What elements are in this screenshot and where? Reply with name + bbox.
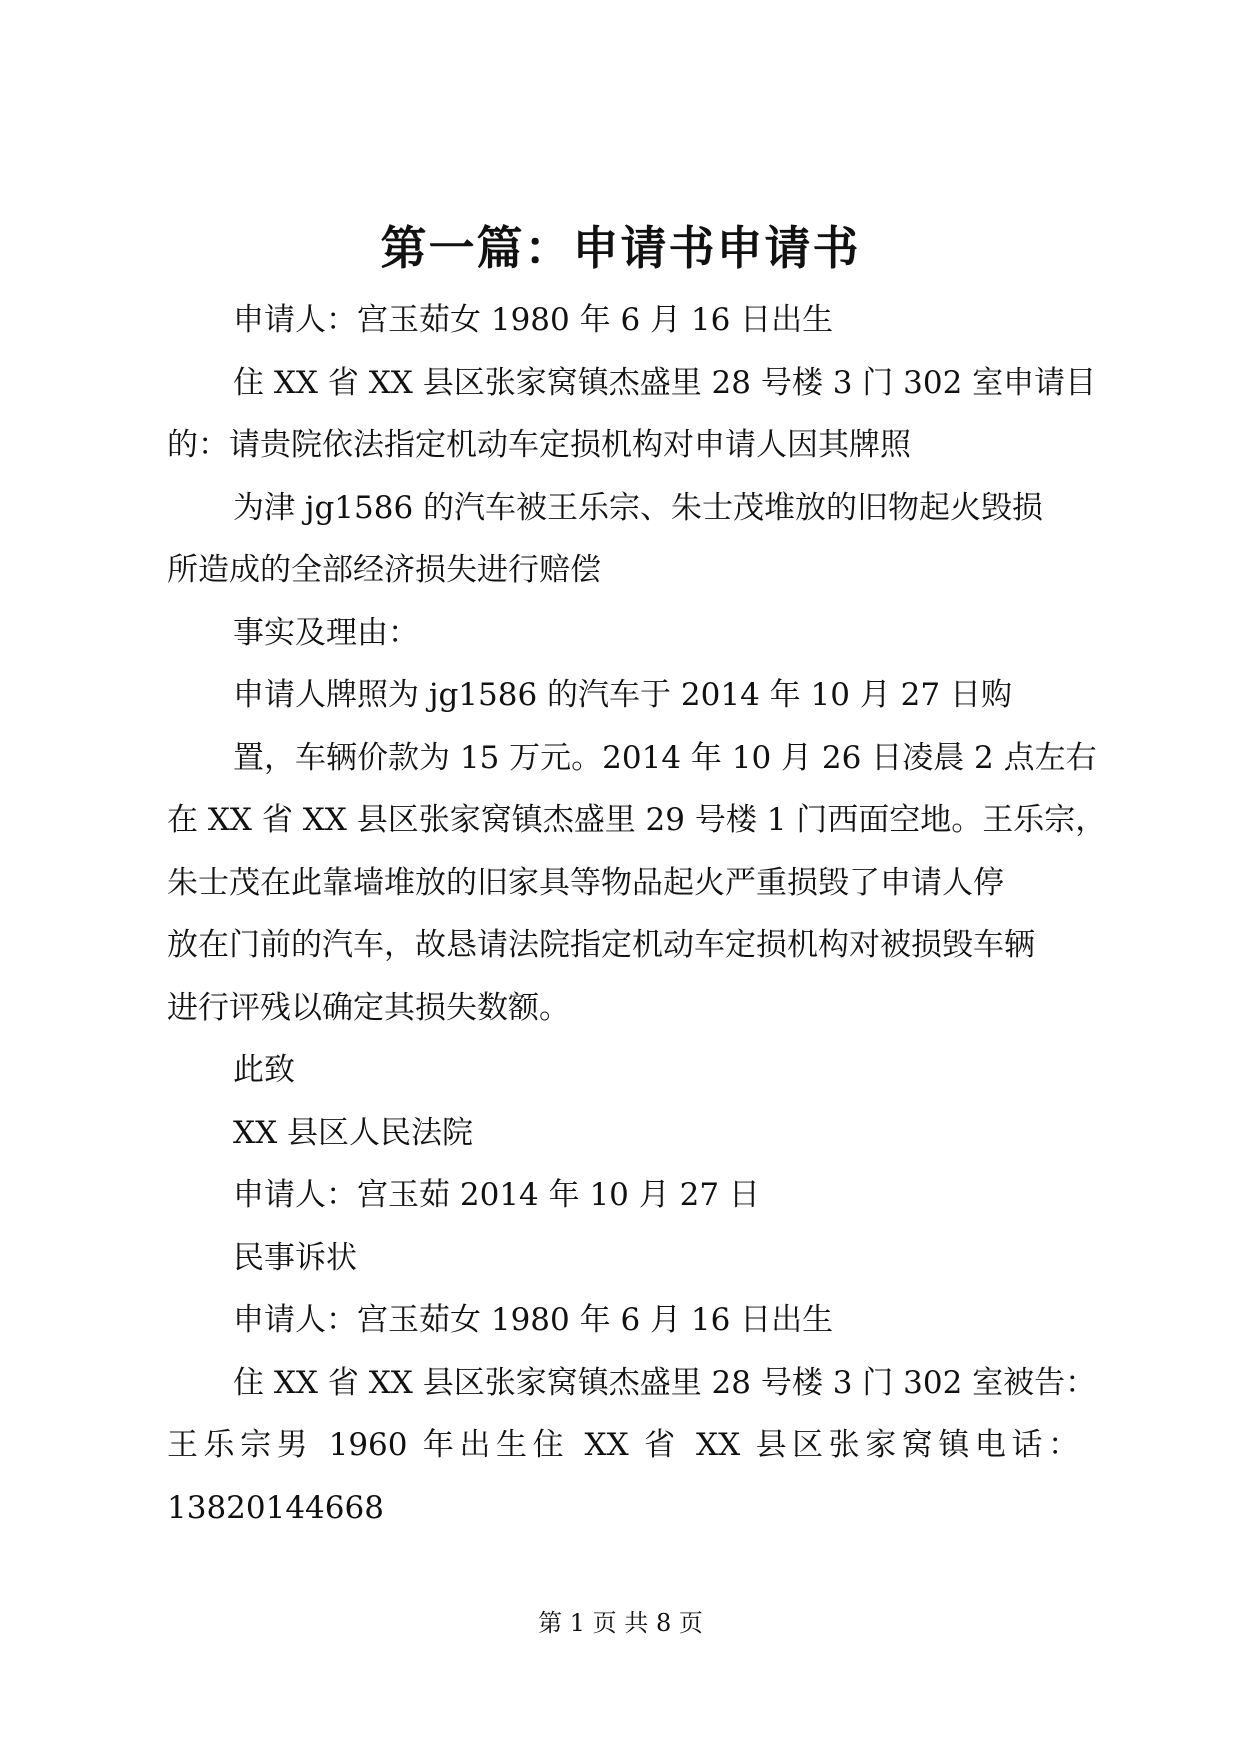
text-line: 申请人牌照为 jg1586 的汽车于 2014 年 10 月 27 日购: [233, 677, 1012, 713]
text-line: 申请人：宫玉茹女 1980 年 6 月 16 日出生: [233, 302, 834, 338]
text-line: 事实及理由：: [233, 614, 419, 651]
text-line: 住 XX 省 XX 县区张家窝镇杰盛里 28 号楼 3 门 302 室申请目: [233, 364, 1097, 401]
text-line: XX 县区人民法院: [233, 1114, 473, 1151]
document-body: [167, 289, 1107, 1539]
text-line: 进行评残以确定其损失数额。: [167, 989, 570, 1026]
text-line: 13820144668: [167, 1489, 384, 1526]
text-line: 置，车辆价款为 15 万元。2014 年 10 月 26 日凌晨 2 点左右: [233, 739, 1097, 776]
document-title: 第一篇：申请书申请书: [380, 221, 861, 275]
text-line: 放在门前的汽车，故恳请法院指定机动车定损机构对被损毁车辆: [167, 927, 1035, 963]
text-line: 申请人：宫玉茹 2014 年 10 月 27 日: [233, 1177, 760, 1213]
text-line: 所造成的全部经济损失进行赔偿: [167, 552, 601, 588]
text-line: 此致: [233, 1052, 295, 1088]
text-line: 朱士茂在此靠墙堆放的旧家具等物品起火严重损毁了申请人停: [167, 864, 1004, 901]
text-line: 的：请贵院依法指定机动车定损机构对申请人因其牌照: [167, 427, 911, 463]
text-line: 住 XX 省 XX 县区张家窝镇杰盛里 28 号楼 3 门 302 室被告：: [233, 1364, 1097, 1401]
text-line: 在 XX 省 XX 县区张家窝镇杰盛里 29 号楼 1 门西面空地。王乐宗，: [167, 802, 1107, 838]
text-line: 民事诉状: [233, 1239, 357, 1276]
text-line: 为津 jg1586 的汽车被王乐宗、朱士茂堆放的旧物起火毁损: [233, 489, 1044, 526]
page-footer: 第 1 页 共 8 页: [538, 1609, 703, 1637]
text-line: 王乐宗男 1960 年出生住 XX 省 XX 县区张家窝镇电话：: [167, 1427, 1079, 1463]
text-line: 申请人：宫玉茹女 1980 年 6 月 16 日出生: [233, 1302, 834, 1338]
